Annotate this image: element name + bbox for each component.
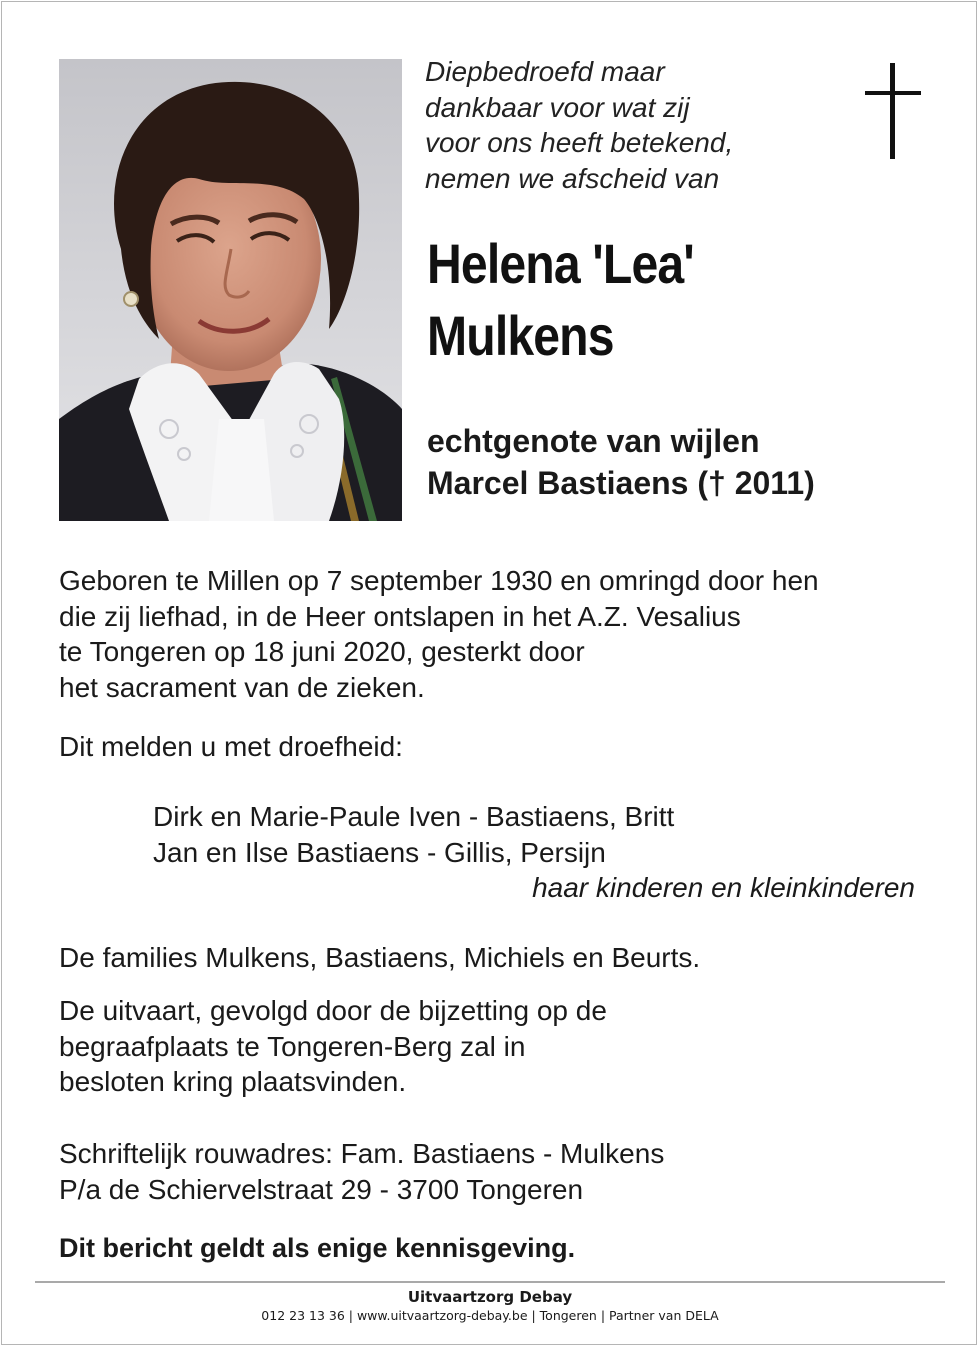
paragraph-line: Geboren te Millen op 7 september 1930 en omringd door hen	[59, 565, 819, 596]
intro-line: voor ons heeft betekend,	[425, 127, 734, 158]
relatives-list	[153, 799, 933, 906]
cross-icon	[865, 63, 921, 159]
notice-statement: Dit bericht geldt als enige kennisgeving.	[59, 1233, 576, 1263]
intro-line: dankbaar voor wat zij	[425, 91, 690, 123]
deceased-name	[427, 228, 823, 372]
relatives-role: haar kinderen en kleinkinderen	[532, 872, 915, 903]
name-last: Mulkens	[427, 304, 614, 367]
funeral-paragraph	[59, 993, 959, 1100]
name-first: Helena 'Lea'	[427, 232, 694, 295]
relative-line: Dirk en Marie-Paule Iven - Bastiaens, Britt	[153, 801, 675, 832]
spouse-line: Marcel Bastiaens († 2011)	[427, 465, 815, 501]
paragraph-line: begraafplaats te Tongeren-Berg zal in	[59, 1030, 526, 1062]
footer-divider	[35, 1281, 945, 1283]
paragraph-line: te Tongeren op 18 juni 2020, gesterkt door	[59, 636, 585, 667]
portrait-photo	[59, 59, 402, 521]
relative-line: Jan en Ilse Bastiaens - Gillis, Persijn	[153, 836, 606, 868]
birth-death-paragraph	[59, 563, 959, 705]
families-line: De families Mulkens, Bastiaens, Michiels en Beurts.	[59, 942, 701, 973]
address-paragraph	[59, 1136, 959, 1207]
intro-text	[425, 54, 845, 196]
intro-line: Diepbedroefd maar	[425, 56, 665, 87]
funeral-company-details: 012 23 13 36 | www.uitvaartzorg-debay.be | Tongeren | Partner van DELA	[261, 1308, 719, 1323]
announce-line: Dit melden u met droefheid:	[59, 731, 403, 762]
paragraph-line: het sacrament van de zieken.	[59, 671, 425, 703]
spouse-info	[427, 420, 927, 504]
paragraph-line: besloten kring plaatsvinden.	[59, 1066, 407, 1097]
intro-line: nemen we afscheid van	[425, 162, 720, 194]
paragraph-line: die zij liefhad, in de Heer ontslapen in het A.Z. Vesalius	[59, 600, 741, 632]
address-line: P/a de Schiervelstraat 29 - 3700 Tongeren	[59, 1173, 584, 1205]
spouse-line: echtgenote van wijlen	[427, 423, 760, 459]
funeral-company-name: Uitvaartzorg Debay	[407, 1288, 573, 1306]
paragraph-line: De uitvaart, gevolgd door de bijzetting op de	[59, 995, 607, 1026]
address-line: Schriftelijk rouwadres: Fam. Bastiaens - Mulkens	[59, 1138, 665, 1169]
